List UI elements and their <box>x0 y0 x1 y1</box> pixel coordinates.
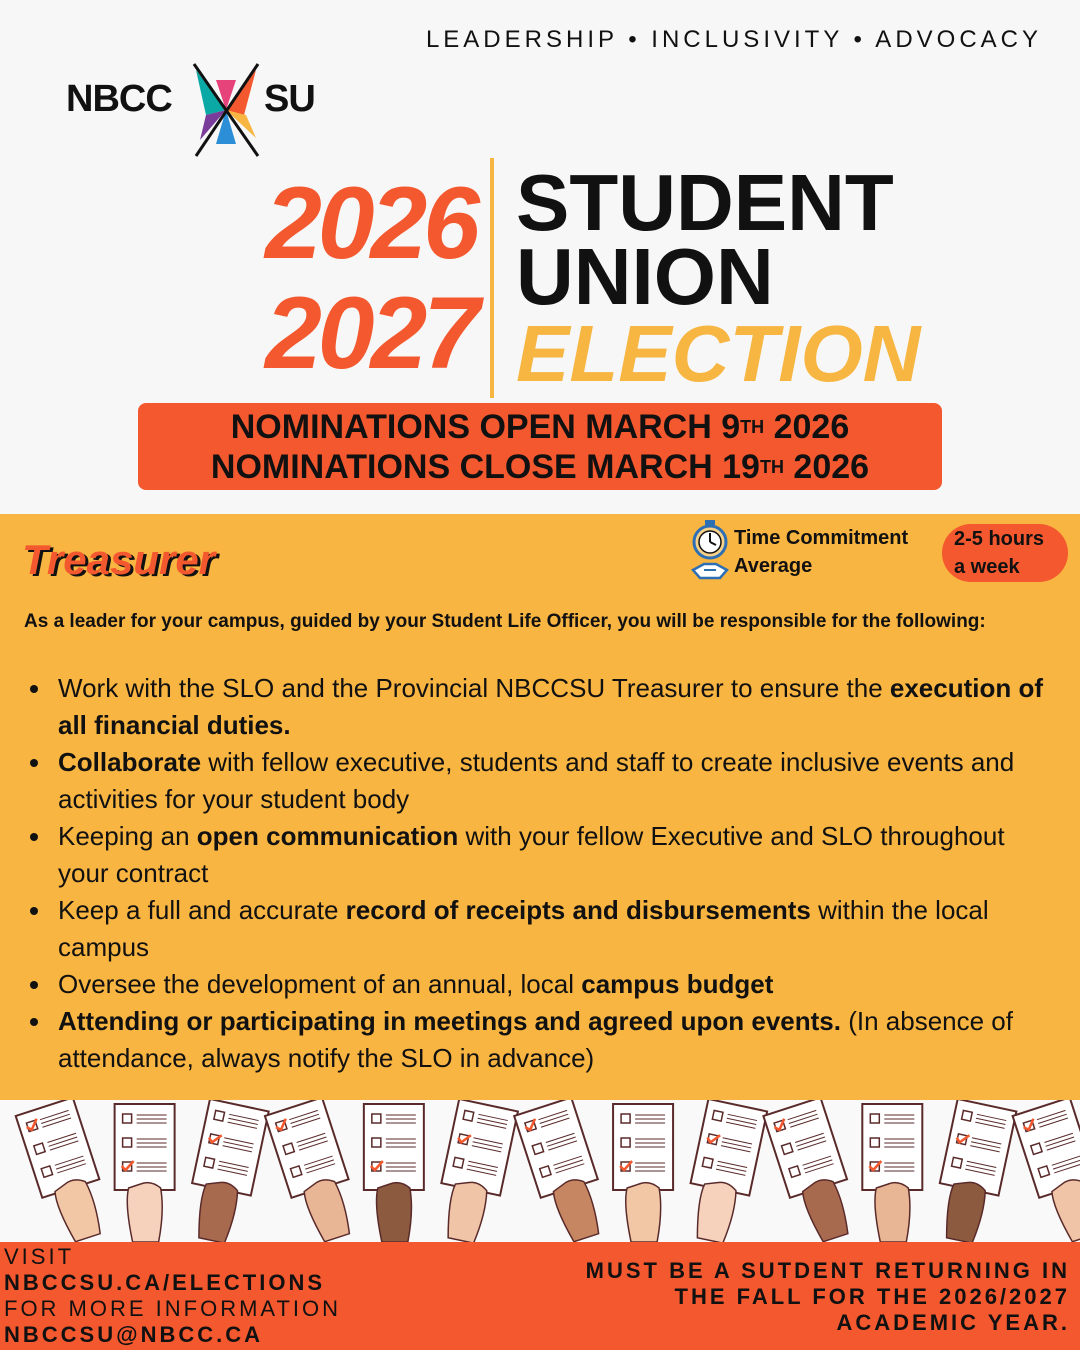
list-item: Keeping an open communication with your fellow Executive and SLO throughout your contract <box>58 818 1053 892</box>
footer-contact <box>4 1244 341 1348</box>
list-item: Work with the SLO and the Provincial NBCCSU Treasurer to ensure the execution of all financial duties. <box>58 670 1053 744</box>
list-item: Attending or participating in meetings and agreed upon events. (In absence of attendance, always notify the SLO in advance) <box>58 1003 1053 1077</box>
ballot-hand-icon <box>763 1100 863 1242</box>
footer <box>0 1242 1080 1350</box>
footer-email[interactable]: NBCCSU@NBCC.CA <box>4 1322 264 1347</box>
nbccsu-logo <box>66 60 326 160</box>
ballot-hand-icon <box>115 1104 175 1242</box>
logo-text-nbcc: NBCC <box>66 78 172 120</box>
title-line-union: UNION <box>516 232 774 321</box>
ballot-hand-icon <box>862 1104 922 1242</box>
ballot-hand-icon <box>1013 1100 1080 1242</box>
ballot-hand-icon <box>265 1100 365 1242</box>
ballot-hands-illustration <box>0 1100 1080 1242</box>
ballot-hand-icon <box>16 1100 116 1242</box>
nominations-close: NOMINATIONS CLOSE MARCH 19TH 2026 <box>210 448 870 486</box>
footer-visit: VISIT <box>4 1244 75 1269</box>
footer-url[interactable]: NBCCSU.CA/ELECTIONS <box>4 1270 326 1295</box>
election-years <box>196 168 476 388</box>
ballot-hand-icon <box>514 1100 614 1242</box>
footer-more-info: FOR MORE INFORMATION <box>4 1296 342 1321</box>
time-commitment-label: Time Commitment Average <box>734 527 909 577</box>
list-item: Keep a full and accurate record of receipts and disbursements within the local campus <box>58 892 1053 966</box>
ballot-hand-icon <box>364 1104 424 1242</box>
year-start: 2026 <box>265 166 476 280</box>
time-commitment-badge: 2-5 hours a week <box>942 524 1068 582</box>
ballot-hand-icon <box>431 1100 518 1242</box>
ballot-hand-icon <box>181 1100 268 1242</box>
year-end: 2027 <box>265 276 476 390</box>
ballot-hand-icon <box>929 1100 1016 1242</box>
role-section <box>0 514 1080 1100</box>
nominations-open: NOMINATIONS OPEN MARCH 9TH 2026 <box>230 408 850 446</box>
footer-requirement: MUST BE A SUTDENT RETURNING IN THE FALL FOR THE 2026/2027 ACADEMIC YEAR. <box>585 1258 1070 1335</box>
responsibilities-list <box>58 670 1053 1077</box>
title-line-election: ELECTION <box>516 309 921 398</box>
stopwatch-handshake-icon <box>690 518 730 584</box>
nominations-banner <box>138 403 942 490</box>
role-title: Treasurer <box>22 536 216 583</box>
ballot-hand-icon <box>613 1104 673 1242</box>
title-divider <box>490 158 494 398</box>
ballot-hand-icon <box>680 1100 767 1242</box>
page-title <box>516 158 921 398</box>
list-item: Oversee the development of an annual, local campus budget <box>58 966 1053 1003</box>
logo-star-icon <box>186 60 266 160</box>
list-item: Collaborate with fellow executive, students and staff to create inclusive events and activities for your student body <box>58 744 1053 818</box>
title-line-student: STUDENT <box>516 158 894 247</box>
tagline: LEADERSHIP • INCLUSIVITY • ADVOCACY <box>425 26 1042 53</box>
ballot-icons <box>0 1100 1080 1242</box>
role-intro: As a leader for your campus, guided by your Student Life Officer, you will be responsible for the following: <box>24 611 986 632</box>
logo-text-su: SU <box>264 78 315 120</box>
